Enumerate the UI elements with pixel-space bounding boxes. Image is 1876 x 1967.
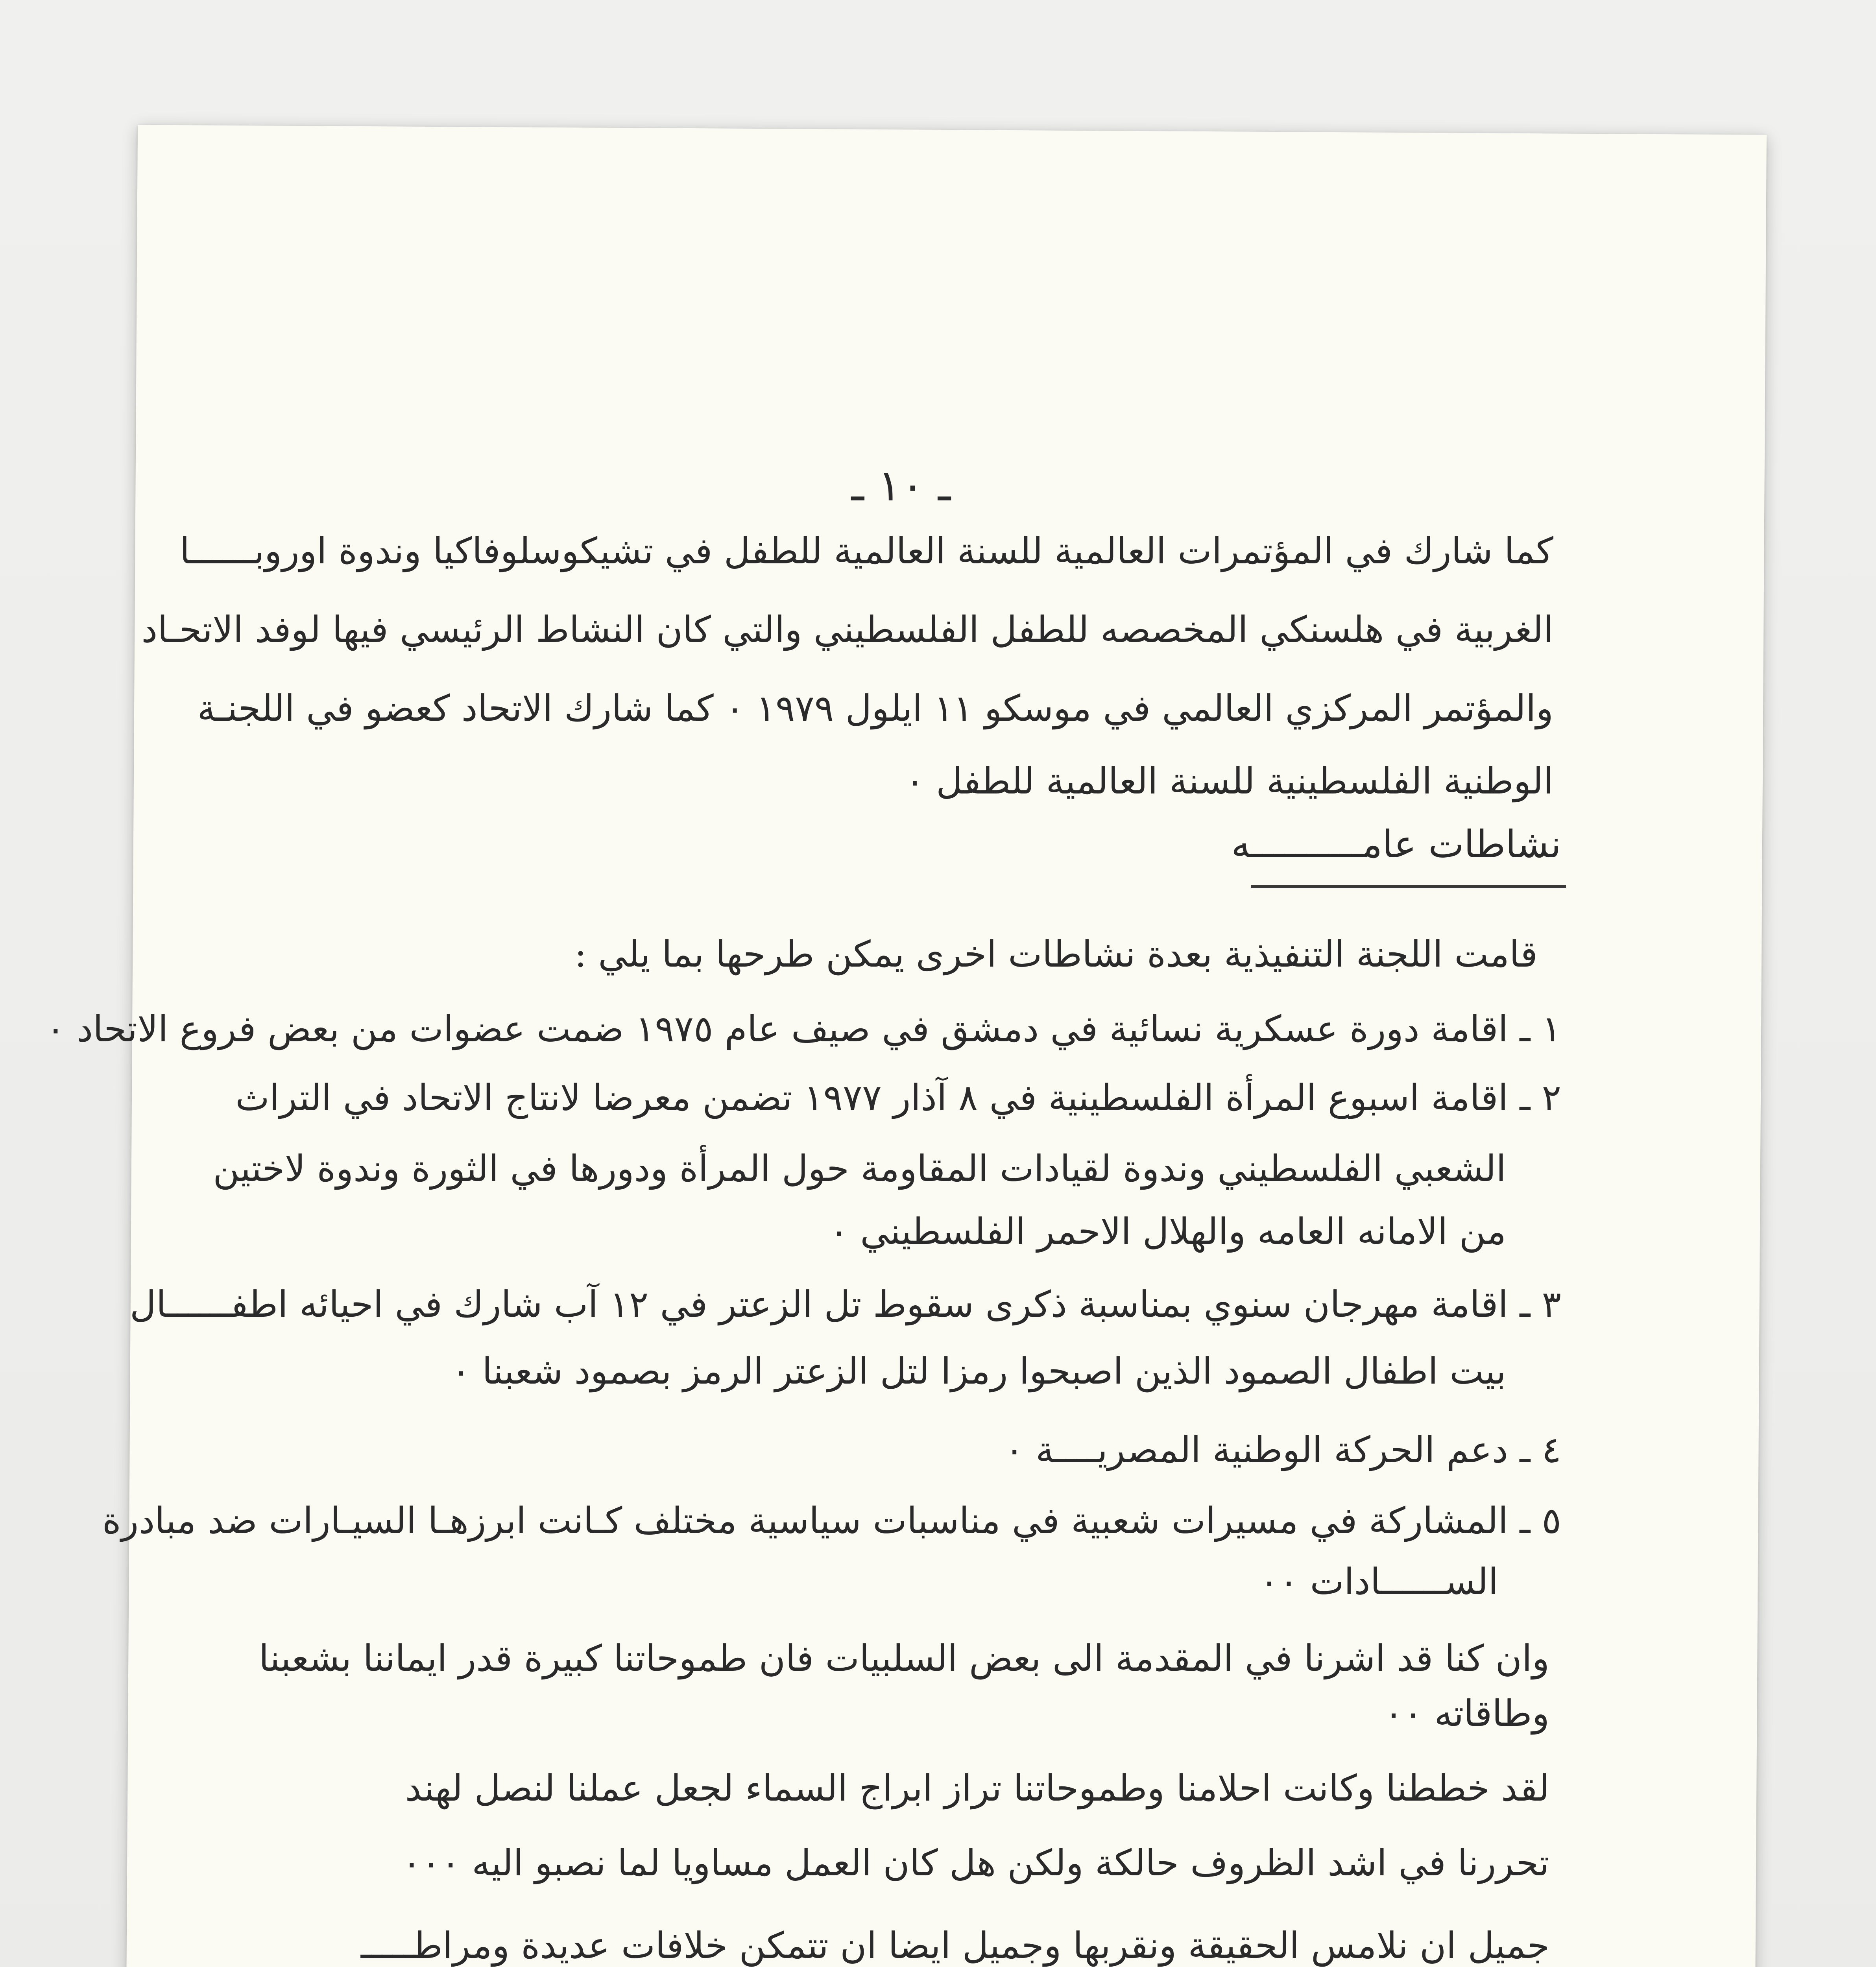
- activity-item-5: ٥ ـ المشاركة في مسيرات شعبية في مناسبات سياسية مختلف كـانت ابرزهـا السيـارات ضد مبادرة: [102, 1500, 1561, 1542]
- activity-item-2: ٢ ـ اقامة اسبوع المرأة الفلسطينية في ٨ آذار ١٩٧٧ تضمن معرضا لانتاج الاتحاد في التراث: [235, 1077, 1561, 1119]
- activity-item-2-cont-1: الشعبي الفلسطيني وندوة لقيادات المقاومة حول المرأة ودورها في الثورة وندوة لاختين: [213, 1148, 1506, 1190]
- activity-item-2-cont-2: من الامانه العامه والهلال الاحمر الفلسطيني ٠: [829, 1210, 1506, 1253]
- closing-line-1: وان كنا قد اشرنا في المقدمة الى بعض السلبيات فان طموحاتنا كبيرة قدر ايماننا بشعبنا: [259, 1637, 1549, 1679]
- closing-line-4: تحررنا في اشد الظروف حالكة ولكن هل كان العمل مساويا لما نصبو اليه ٠٠٠: [402, 1842, 1549, 1884]
- activities-intro: قامت اللجنة التنفيذية بعدة نشاطات اخرى يمكن طرحها بما يلي :: [574, 933, 1538, 975]
- intro-line-3: والمؤتمر المركزي العالمي في موسكو ١١ ايلول ١٩٧٩ ٠ كما شارك الاتحاد كعضو في اللجنـة: [197, 687, 1553, 729]
- section-heading: نشاطات عامــــــــــه: [1231, 822, 1561, 866]
- closing-line-5: جميل ان نلامس الحقيقة ونقربها وجميل ايضا ان تتمكن خلافات عديدة ومراطـــــ: [361, 1925, 1549, 1967]
- activity-item-5-cont: الســــــادات ٠٠: [1259, 1561, 1498, 1603]
- intro-line-2: الغربية في هلسنكي المخصصه للطفل الفلسطيني والتي كان النشاط الرئيسي فيها لوفد الاتحـاد: [141, 609, 1553, 651]
- intro-line-4: الوطنية الفلسطينية للسنة العالمية للطفل ٠: [905, 760, 1553, 802]
- activity-item-3: ٣ ـ اقامة مهرجان سنوي بمناسبة ذكرى سقوط تل الزعتر في ١٢ آب شارك في احيائه اطفــــــال: [129, 1283, 1561, 1325]
- activity-item-1: ١ ـ اقامة دورة عسكرية نسائية في دمشق في صيف عام ١٩٧٥ ضمت عضوات من بعض فروع الاتحاد ٠: [46, 1008, 1561, 1050]
- page-number: ـ ١٠ ـ: [851, 460, 951, 511]
- intro-line-1: كما شارك في المؤتمرات العالمية للسنة العالمية للطفل في تشيكوسلوفاكيا وندوة اوروبــــــا: [179, 530, 1553, 572]
- activity-item-4: ٤ ـ دعم الحركة الوطنية المصريــــة ٠: [1004, 1429, 1561, 1471]
- activity-item-3-cont: بيت اطفال الصمود الذين اصبحوا رمزا لتل الزعتر الرمز بصمود شعبنا ٠: [451, 1350, 1506, 1392]
- closing-line-2: وطاقاته ٠٠: [1384, 1692, 1549, 1735]
- closing-line-3: لقد خططنا وكانت احلامنا وطموحاتنا تراز ابراج السماء لجعل عملنا لنصل لهند: [405, 1767, 1549, 1809]
- heading-underline: [1251, 885, 1566, 888]
